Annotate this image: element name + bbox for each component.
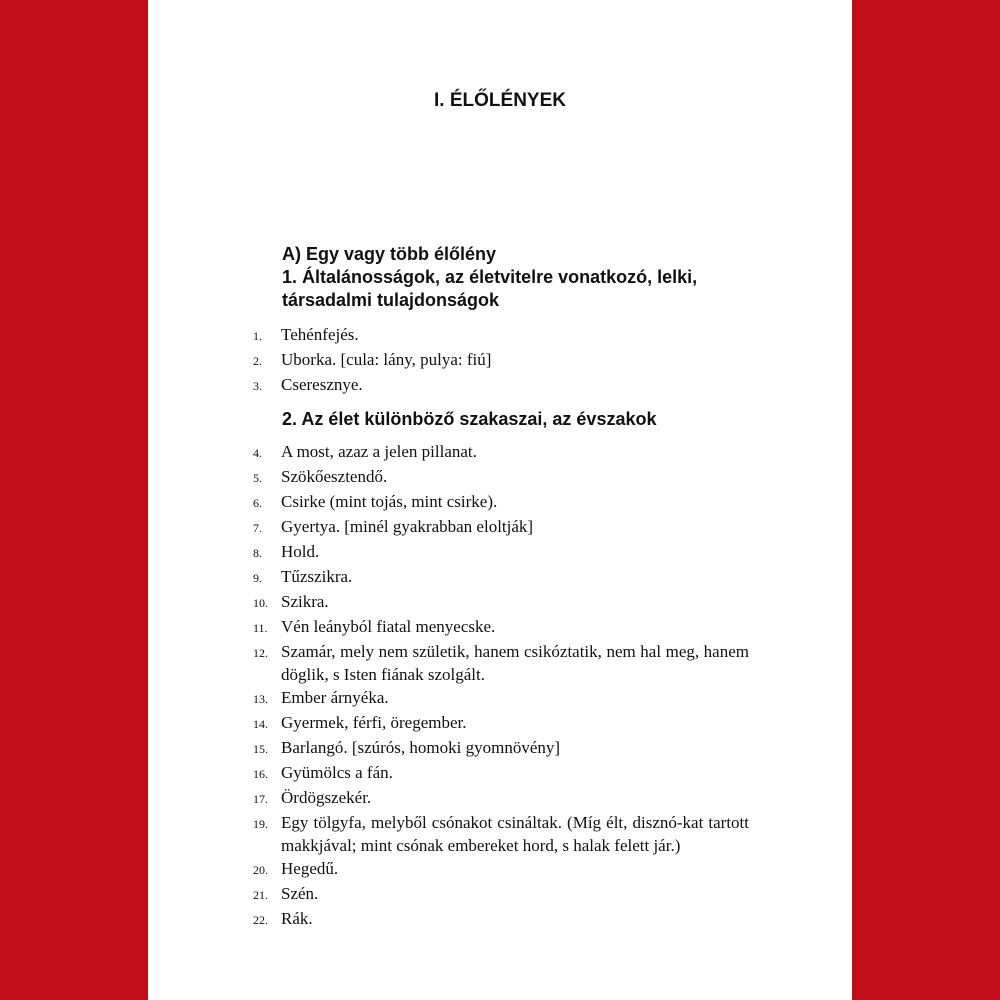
item-number: 1.: [253, 329, 262, 343]
item-text: Szökőesztendő.: [281, 467, 388, 486]
item-number: 11.: [253, 621, 268, 635]
item-number: 13.: [253, 692, 268, 706]
item-number: 4.: [253, 446, 262, 460]
riddle-list-1: [253, 323, 749, 398]
item-text: Csirke (mint tojás, mint csirke).: [281, 492, 498, 511]
item-text: Hegedű.: [281, 859, 339, 878]
list-item: [253, 907, 749, 932]
item-number: 17.: [253, 792, 268, 806]
list-item: [253, 565, 749, 590]
item-text: Szikra.: [281, 592, 329, 611]
list-item: [253, 323, 749, 348]
list-item: [253, 882, 749, 907]
item-number: 20.: [253, 863, 268, 877]
item-text: Egy tölgyfa, melyből csónakot csináltak. (Míg élt, disznó-kat tartott makkjával; mint csónak embereket hord, s halak felett jár.): [281, 813, 749, 855]
section-2-heading: [282, 408, 752, 431]
item-text: Gyümölcs a fán.: [281, 763, 393, 782]
item-text: Rák.: [281, 909, 313, 928]
item-text: Vén leányból fiatal menyecske.: [281, 617, 496, 636]
list-item: [253, 540, 749, 565]
item-text: A most, azaz a jelen pillanat.: [281, 442, 477, 461]
section-a-heading: [282, 243, 752, 312]
item-number: 12.: [253, 646, 268, 660]
item-number: 2.: [253, 354, 262, 368]
item-text: Szamár, mely nem születik, hanem csikóztatik, nem hal meg, hanem döglik, s Isten fiának szolgált.: [281, 642, 749, 684]
item-text: Cseresznye.: [281, 375, 363, 394]
item-number: 5.: [253, 471, 262, 485]
list-item: [253, 490, 749, 515]
item-text: Ember árnyéka.: [281, 688, 389, 707]
item-text: Szén.: [281, 884, 319, 903]
item-text: Gyertya. [minél gyakrabban eloltják]: [281, 517, 534, 536]
list-item: [253, 786, 749, 811]
section-1-title-line2: társadalmi tulajdonságok: [282, 290, 500, 310]
item-text: Tehénfejés.: [281, 325, 359, 344]
list-item: [253, 811, 749, 857]
list-item: [253, 590, 749, 615]
item-number: 21.: [253, 888, 268, 902]
item-number: 15.: [253, 742, 268, 756]
list-item: [253, 440, 749, 465]
list-item: [253, 640, 749, 686]
item-text: Barlangó. [szúrós, homoki gyomnövény]: [281, 738, 561, 757]
item-number: 6.: [253, 496, 262, 510]
item-number: 22.: [253, 913, 268, 927]
list-item: [253, 857, 749, 882]
list-item: [253, 373, 749, 398]
item-number: 19.: [253, 817, 268, 831]
list-item: [253, 686, 749, 711]
item-number: 3.: [253, 379, 262, 393]
item-text: Hold.: [281, 542, 320, 561]
riddle-list-2: [253, 440, 749, 932]
item-number: 9.: [253, 571, 262, 585]
item-number: 7.: [253, 521, 262, 535]
item-number: 10.: [253, 596, 268, 610]
list-item: [253, 348, 749, 373]
item-text: Gyermek, férfi, öregember.: [281, 713, 467, 732]
item-number: 14.: [253, 717, 268, 731]
chapter-title: I. ÉLŐLÉNYEK: [434, 90, 566, 111]
list-item: [253, 465, 749, 490]
book-page: [148, 0, 852, 1000]
item-text: Ördögszekér.: [281, 788, 372, 807]
list-item: [253, 515, 749, 540]
section-1-title-line1: 1. Általánosságok, az életvitelre vonatkozó, lelki,: [282, 267, 698, 287]
section-2-title: 2. Az élet különböző szakaszai, az évszakok: [282, 409, 657, 429]
list-item: [253, 615, 749, 640]
item-number: 8.: [253, 546, 262, 560]
list-item: [253, 736, 749, 761]
item-text: Tűzszikra.: [281, 567, 353, 586]
item-text: Uborka. [cula: lány, pulya: fiú]: [281, 350, 492, 369]
section-a-title: A) Egy vagy több élőlény: [282, 244, 497, 264]
item-number: 16.: [253, 767, 268, 781]
list-item: [253, 761, 749, 786]
list-item: [253, 711, 749, 736]
